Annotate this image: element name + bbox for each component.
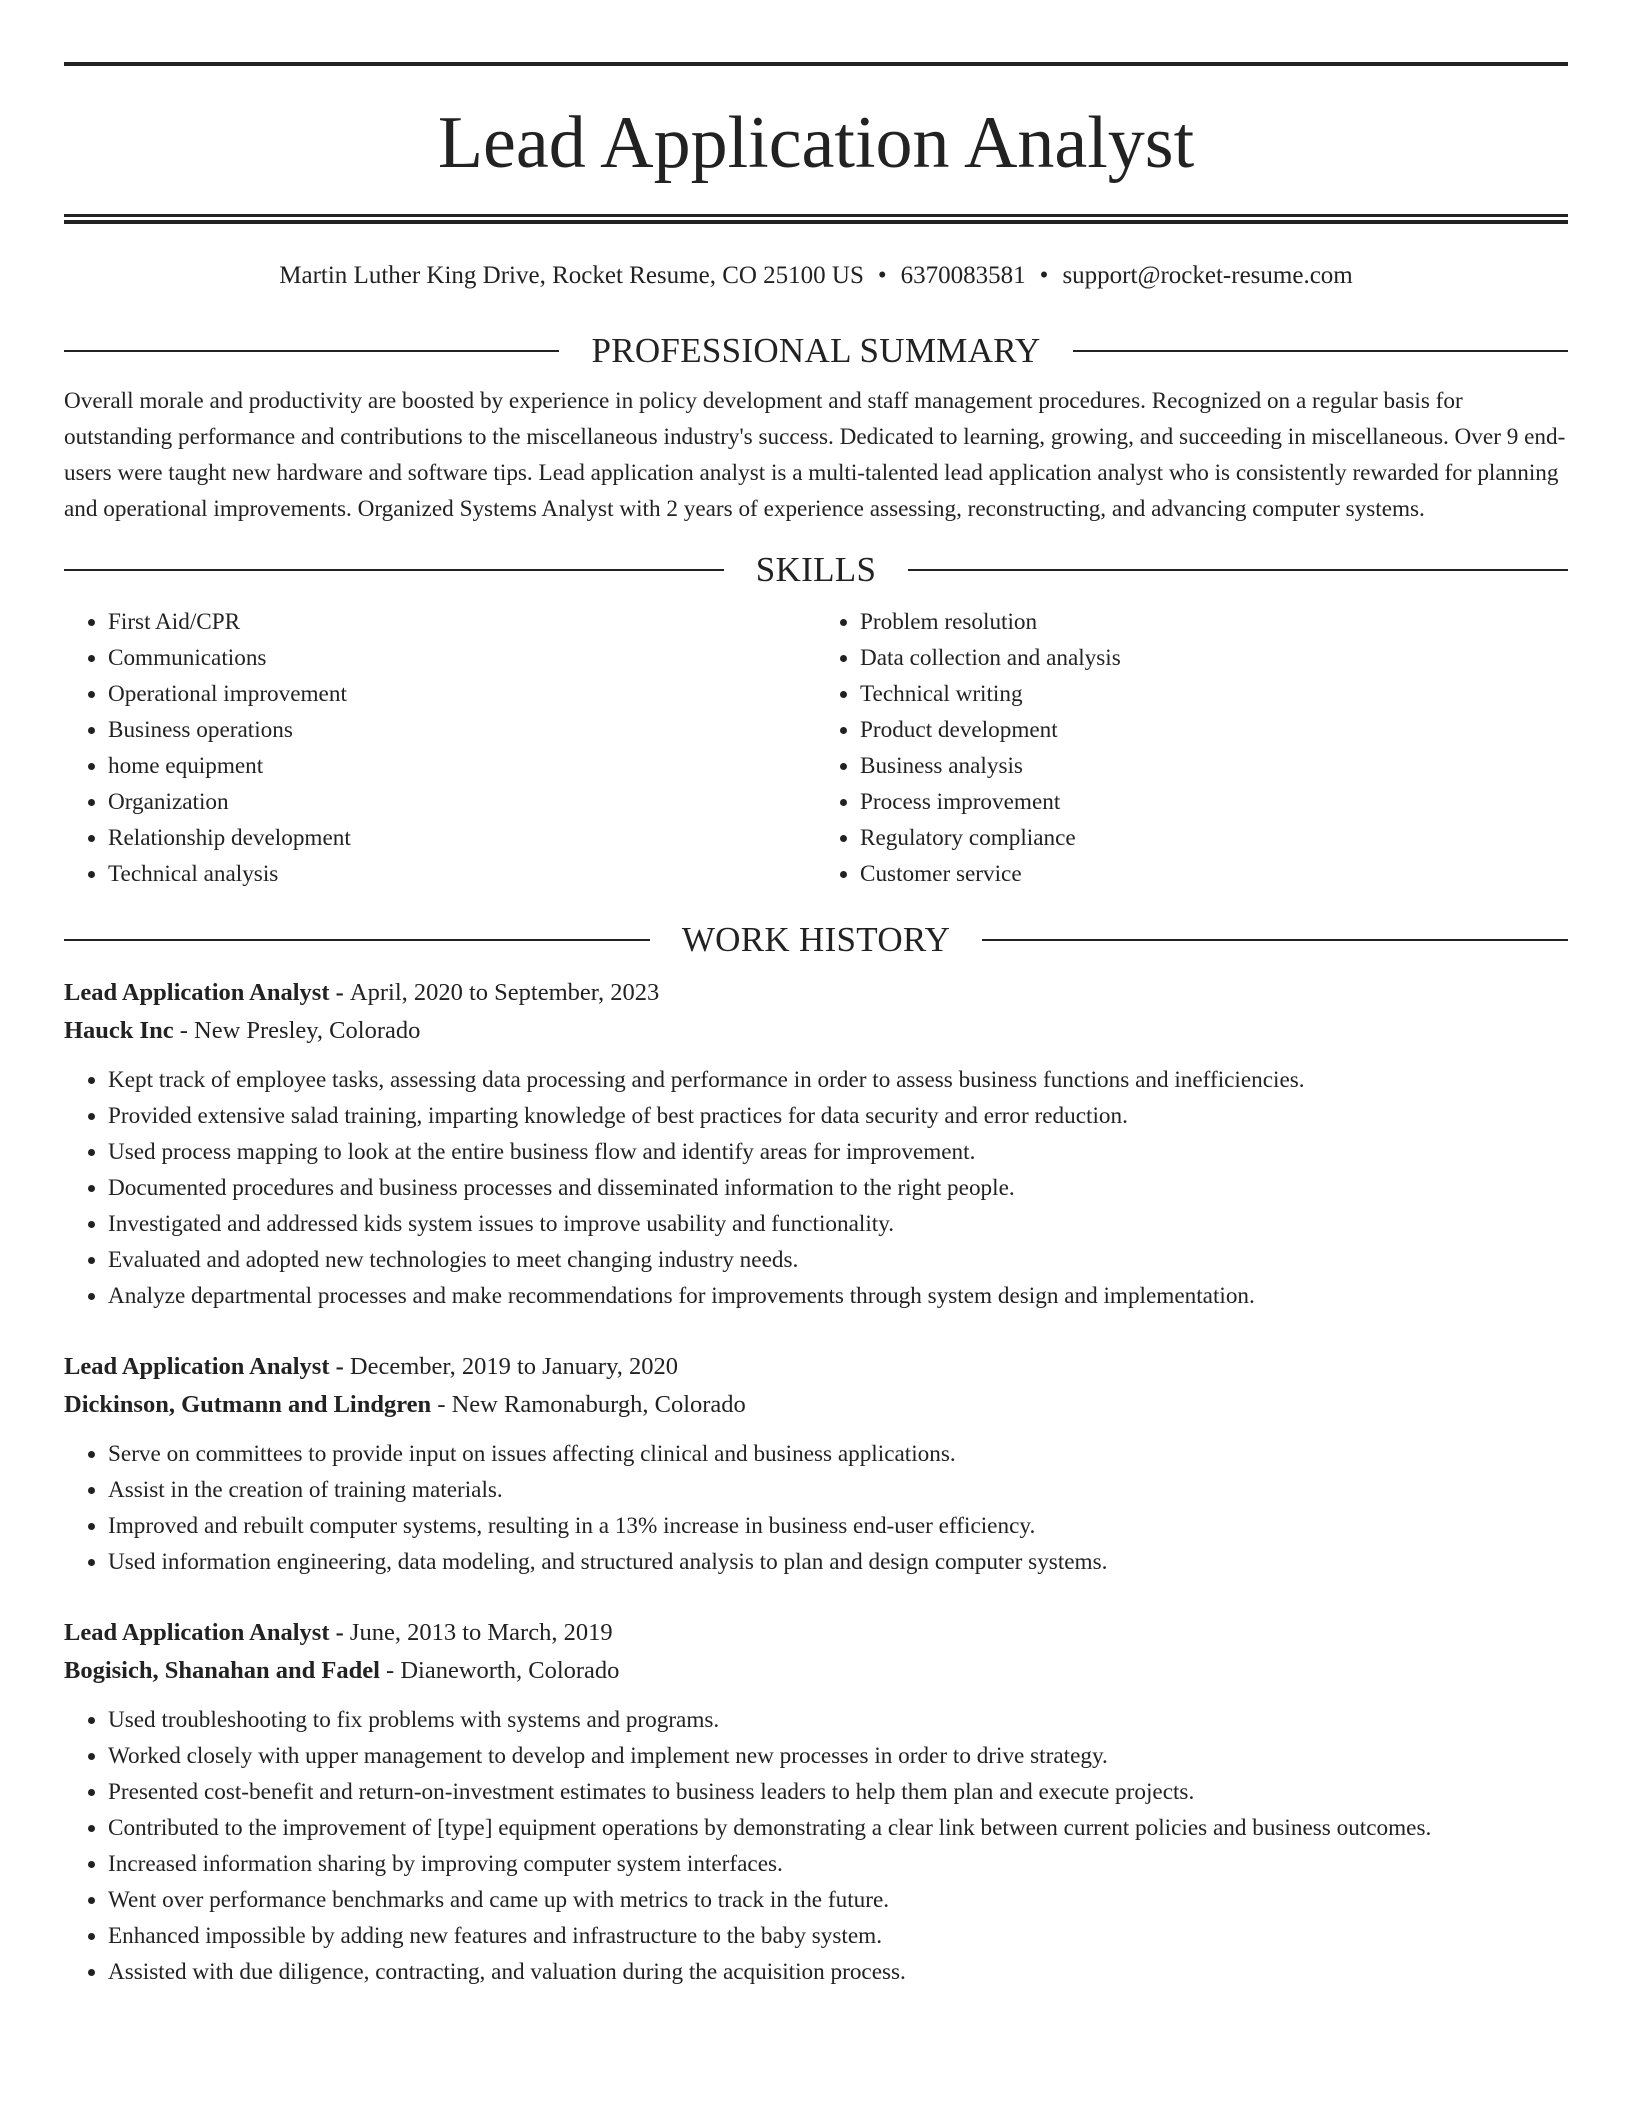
job-company-line bbox=[64, 1012, 1568, 1050]
heading-rule-right bbox=[982, 939, 1568, 941]
job-location: New Presley, Colorado bbox=[194, 1017, 421, 1045]
job-entry bbox=[64, 1614, 1568, 1990]
job-title-line bbox=[64, 1614, 1568, 1652]
job-bullet: • Contributed to the improvement of [type] equipment operations by demonstrating a clear link between current policies and business outcomes. bbox=[108, 1810, 1568, 1846]
job-bullet: • Used troubleshooting to fix problems with systems and programs. bbox=[108, 1702, 1568, 1738]
job-dates: December, 2019 to January, 2020 bbox=[349, 1353, 678, 1381]
job-bullet: • Provided extensive salad training, imparting knowledge of best practices for data security and error reduction. bbox=[108, 1098, 1568, 1134]
work-history-list bbox=[64, 974, 1568, 1990]
job-bullet: • Serve on committees to provide input on issues affecting clinical and business applications. bbox=[108, 1436, 1568, 1472]
skills-column-left bbox=[64, 604, 816, 892]
contact-address: Martin Luther King Drive, Rocket Resume, CO 25100 US bbox=[279, 262, 864, 289]
job-bullet: • Presented cost-benefit and return-on-investment estimates to business leaders to help them plan and execute projects. bbox=[108, 1774, 1568, 1810]
skill-item: • Problem resolution bbox=[860, 604, 1568, 640]
skill-item: • Communications bbox=[108, 640, 816, 676]
job-bullet: • Evaluated and adopted new technologies to meet changing industry needs. bbox=[108, 1242, 1568, 1278]
skill-item: • Business analysis bbox=[860, 748, 1568, 784]
job-title: Lead Application Analyst bbox=[64, 1353, 330, 1381]
job-bullet: • Analyze departmental processes and make recommendations for improvements through system design and implementation. bbox=[108, 1278, 1568, 1314]
top-rule bbox=[64, 62, 1568, 66]
job-bullets bbox=[64, 1702, 1568, 1990]
job-bullet: • Enhanced impossible by adding new features and infrastructure to the baby system. bbox=[108, 1918, 1568, 1954]
contact-line bbox=[64, 261, 1568, 291]
title-double-rule bbox=[64, 214, 1568, 224]
summary-heading-label: PROFESSIONAL SUMMARY bbox=[591, 331, 1041, 370]
contact-email: support@rocket-resume.com bbox=[1062, 262, 1353, 289]
job-title: Lead Application Analyst bbox=[64, 979, 330, 1007]
job-location: Dianeworth, Colorado bbox=[400, 1657, 620, 1685]
skill-item: • Product development bbox=[860, 712, 1568, 748]
skills-section-heading bbox=[64, 550, 1568, 590]
skills-grid bbox=[64, 604, 1568, 892]
job-dates: June, 2013 to March, 2019 bbox=[349, 1619, 613, 1647]
skill-item: • Organization bbox=[108, 784, 816, 820]
skill-item: • Relationship development bbox=[108, 820, 816, 856]
job-entry bbox=[64, 974, 1568, 1314]
job-bullet: • Worked closely with upper management to develop and implement new processes in order to drive strategy. bbox=[108, 1738, 1568, 1774]
job-bullet: • Used process mapping to look at the entire business flow and identify areas for improvement. bbox=[108, 1134, 1568, 1170]
job-entry bbox=[64, 1348, 1568, 1580]
job-bullets bbox=[64, 1436, 1568, 1580]
job-title-line bbox=[64, 1348, 1568, 1386]
job-bullet: • Increased information sharing by improving computer system interfaces. bbox=[108, 1846, 1568, 1882]
job-bullet: • Kept track of employee tasks, assessing data processing and performance in order to assess business functions and inefficiencies. bbox=[108, 1062, 1568, 1098]
job-bullet: • Investigated and addressed kids system issues to improve usability and functionality. bbox=[108, 1206, 1568, 1242]
heading-rule-left bbox=[64, 939, 650, 941]
job-dash: - bbox=[379, 1657, 401, 1685]
skill-item: • Technical writing bbox=[860, 676, 1568, 712]
job-bullet: • Used information engineering, data modeling, and structured analysis to plan and design computer systems. bbox=[108, 1544, 1568, 1580]
contact-separator: • bbox=[1039, 262, 1049, 289]
heading-rule-right bbox=[1073, 350, 1568, 352]
job-location: New Ramonaburgh, Colorado bbox=[451, 1391, 746, 1419]
skills-column-right bbox=[816, 604, 1568, 892]
skill-item: • Customer service bbox=[860, 856, 1568, 892]
work-heading-label: WORK HISTORY bbox=[681, 920, 951, 960]
job-title-line bbox=[64, 974, 1568, 1012]
heading-rule-left bbox=[64, 569, 724, 571]
job-company: Hauck Inc bbox=[64, 1017, 174, 1045]
heading-rule-left bbox=[64, 350, 559, 352]
job-company-line bbox=[64, 1386, 1568, 1424]
job-bullet: • Documented procedures and business processes and disseminated information to the right people. bbox=[108, 1170, 1568, 1206]
job-company: Dickinson, Gutmann and Lindgren bbox=[64, 1391, 432, 1419]
job-bullet: • Assisted with due diligence, contracting, and valuation during the acquisition process. bbox=[108, 1954, 1568, 1990]
job-dates: April, 2020 to September, 2023 bbox=[349, 979, 660, 1007]
job-dash: - bbox=[329, 979, 350, 1007]
skill-item: • Data collection and analysis bbox=[860, 640, 1568, 676]
contact-separator: • bbox=[877, 262, 887, 289]
job-bullet: • Improved and rebuilt computer systems, resulting in a 13% increase in business end-user efficiency. bbox=[108, 1508, 1568, 1544]
job-company-line bbox=[64, 1652, 1568, 1690]
job-dash: - bbox=[431, 1391, 452, 1419]
resume-title: Lead Application Analyst bbox=[437, 102, 1195, 184]
skill-item: • Process improvement bbox=[860, 784, 1568, 820]
job-bullets bbox=[64, 1062, 1568, 1314]
job-bullet: • Assist in the creation of training materials. bbox=[108, 1472, 1568, 1508]
job-dash: - bbox=[329, 1619, 350, 1647]
summary-section-heading bbox=[64, 331, 1568, 371]
job-company: Bogisich, Shanahan and Fadel bbox=[64, 1657, 380, 1685]
skill-item: • Technical analysis bbox=[108, 856, 816, 892]
skill-item: • Regulatory compliance bbox=[860, 820, 1568, 856]
skill-item: • Operational improvement bbox=[108, 676, 816, 712]
skill-item: • Business operations bbox=[108, 712, 816, 748]
job-dash: - bbox=[329, 1353, 350, 1381]
job-dash: - bbox=[173, 1017, 195, 1045]
summary-text: Overall morale and productivity are boosted by experience in policy development and staff management procedures. Recognized on a regular basis for outstanding performance and contributions to the miscellaneous industry's success. Dedicated to learning, growing, and succeeding in miscellaneous. Over 9 end-users were taught new hardware and software tips. Lead application analyst is a multi-talented lead application analyst who is consistently rewarded for planning and operational improvements. Organized Systems Analyst with 2 years of experience assessing, reconstructing, and advancing computer systems. bbox=[64, 388, 1566, 522]
heading-rule-right bbox=[908, 569, 1568, 571]
job-title: Lead Application Analyst bbox=[64, 1619, 330, 1647]
work-section-heading bbox=[64, 920, 1568, 960]
job-bullet: • Went over performance benchmarks and came up with metrics to track in the future. bbox=[108, 1882, 1568, 1918]
skill-item: • home equipment bbox=[108, 748, 816, 784]
contact-phone: 6370083581 bbox=[900, 262, 1026, 289]
skills-heading-label: SKILLS bbox=[755, 550, 877, 590]
skill-item: • First Aid/CPR bbox=[108, 604, 816, 640]
